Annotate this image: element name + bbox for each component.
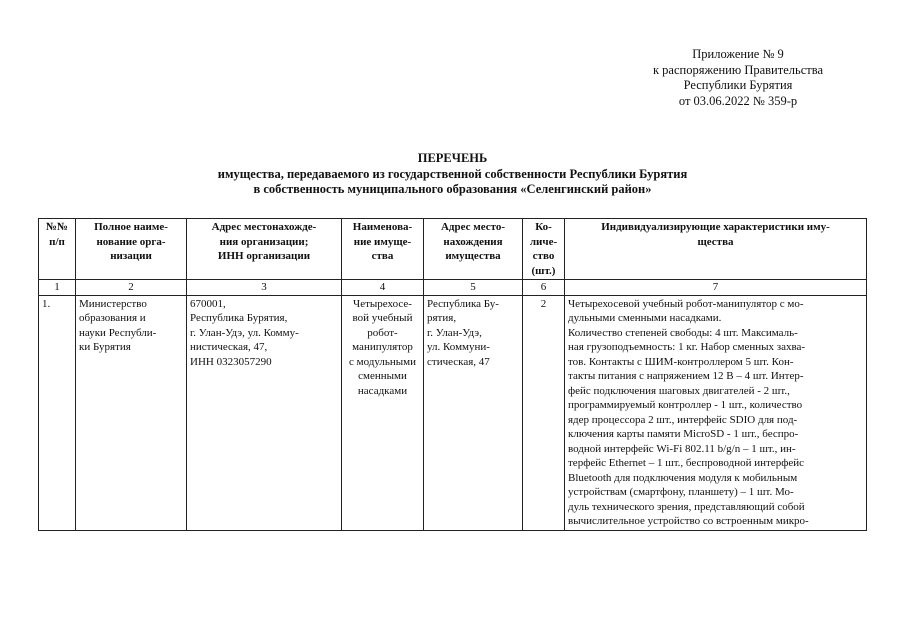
column-number: 1 [39, 280, 76, 296]
property-name-cell: Четырехосе- вой учебный робот- манипулятор с модульными сменными насадками [342, 295, 424, 530]
header-cell-quantity: Ко- личе- ство (шт.) [523, 219, 565, 280]
title-line: ПЕРЕЧЕНЬ [417, 151, 488, 165]
appendix-line: от 03.06.2022 № 359-р [678, 93, 798, 108]
table-row [39, 295, 867, 530]
column-number: 6 [523, 280, 565, 296]
property-table [38, 218, 867, 531]
document-title [0, 151, 905, 198]
header-cell-property-address: Адрес место- нахождения имущества [424, 219, 523, 280]
property-address-cell: Республика Бу- рятия, г. Улан-Удэ, ул. Коммуни- стическая, 47 [424, 295, 523, 530]
header-cell-property-name: Наименова- ние имуще- ства [342, 219, 424, 280]
header-cell-characteristics: Индивидуализирующие характеристики иму- щества [565, 219, 867, 280]
column-numbers-row [39, 280, 867, 296]
quantity-cell: 2 [523, 295, 565, 530]
column-number: 7 [565, 280, 867, 296]
title-line: имущества, передаваемого из государственной собственности Республики Бурятия [217, 166, 688, 181]
header-cell-number: №№ п/п [39, 219, 76, 280]
appendix-line: Приложение № 9 [692, 47, 784, 61]
title-line: в собственность муниципального образования «Селенгинский район» [253, 182, 652, 196]
org-address-cell: 670001, Республика Бурятия, г. Улан-Удэ, ул. Комму- нистическая, 47, ИНН 0323057290 [187, 295, 342, 530]
header-cell-org-address: Адрес местонахожде- ния организации; ИНН организации [187, 219, 342, 280]
appendix-block [600, 47, 876, 109]
column-number: 3 [187, 280, 342, 296]
appendix-line: Республики Бурятия [683, 78, 793, 92]
header-cell-org-name: Полное наиме- нование орга- низации [76, 219, 187, 280]
appendix-line: к распоряжению Правительства [652, 62, 823, 77]
characteristics-cell: Четырехосевой учебный робот-манипулятор с мо- дульными сменными насадками. Количество степеней свободы: 4 шт. Максималь- ная грузоподъемность: 1 кг. Набор сменных захва- тов. Контакты с ШИМ-контроллером 5 шт. Кон- такты питания с напряжением 12 В – 4 шт. Интер- фейс подключения шаговых двигателей - 2 шт., программируемый контроллер - 1 шт., количество ядер процессора 2 шт., интерфейс SDIO для под- ключения карты памяти MicroSD - 1 шт., беспро- водной интерфейс Wi-Fi 802.11 b/g/n – 1 шт., ин- терфейс Ethernet – 1 шт., беспроводной интерфейс Bluetooth для подключения модуля к мобильным устройствам (смартфону, планшету) – 1 шт. Мо- дуль технического зрения, представляющий собой вычислительное устройство со встроенным микро- [565, 295, 867, 530]
row-number: 1. [39, 295, 76, 530]
table-header-row [39, 219, 867, 280]
column-number: 4 [342, 280, 424, 296]
org-name-cell: Министерство образования и науки Республи- ки Бурятия [76, 295, 187, 530]
column-number: 2 [76, 280, 187, 296]
column-number: 5 [424, 280, 523, 296]
